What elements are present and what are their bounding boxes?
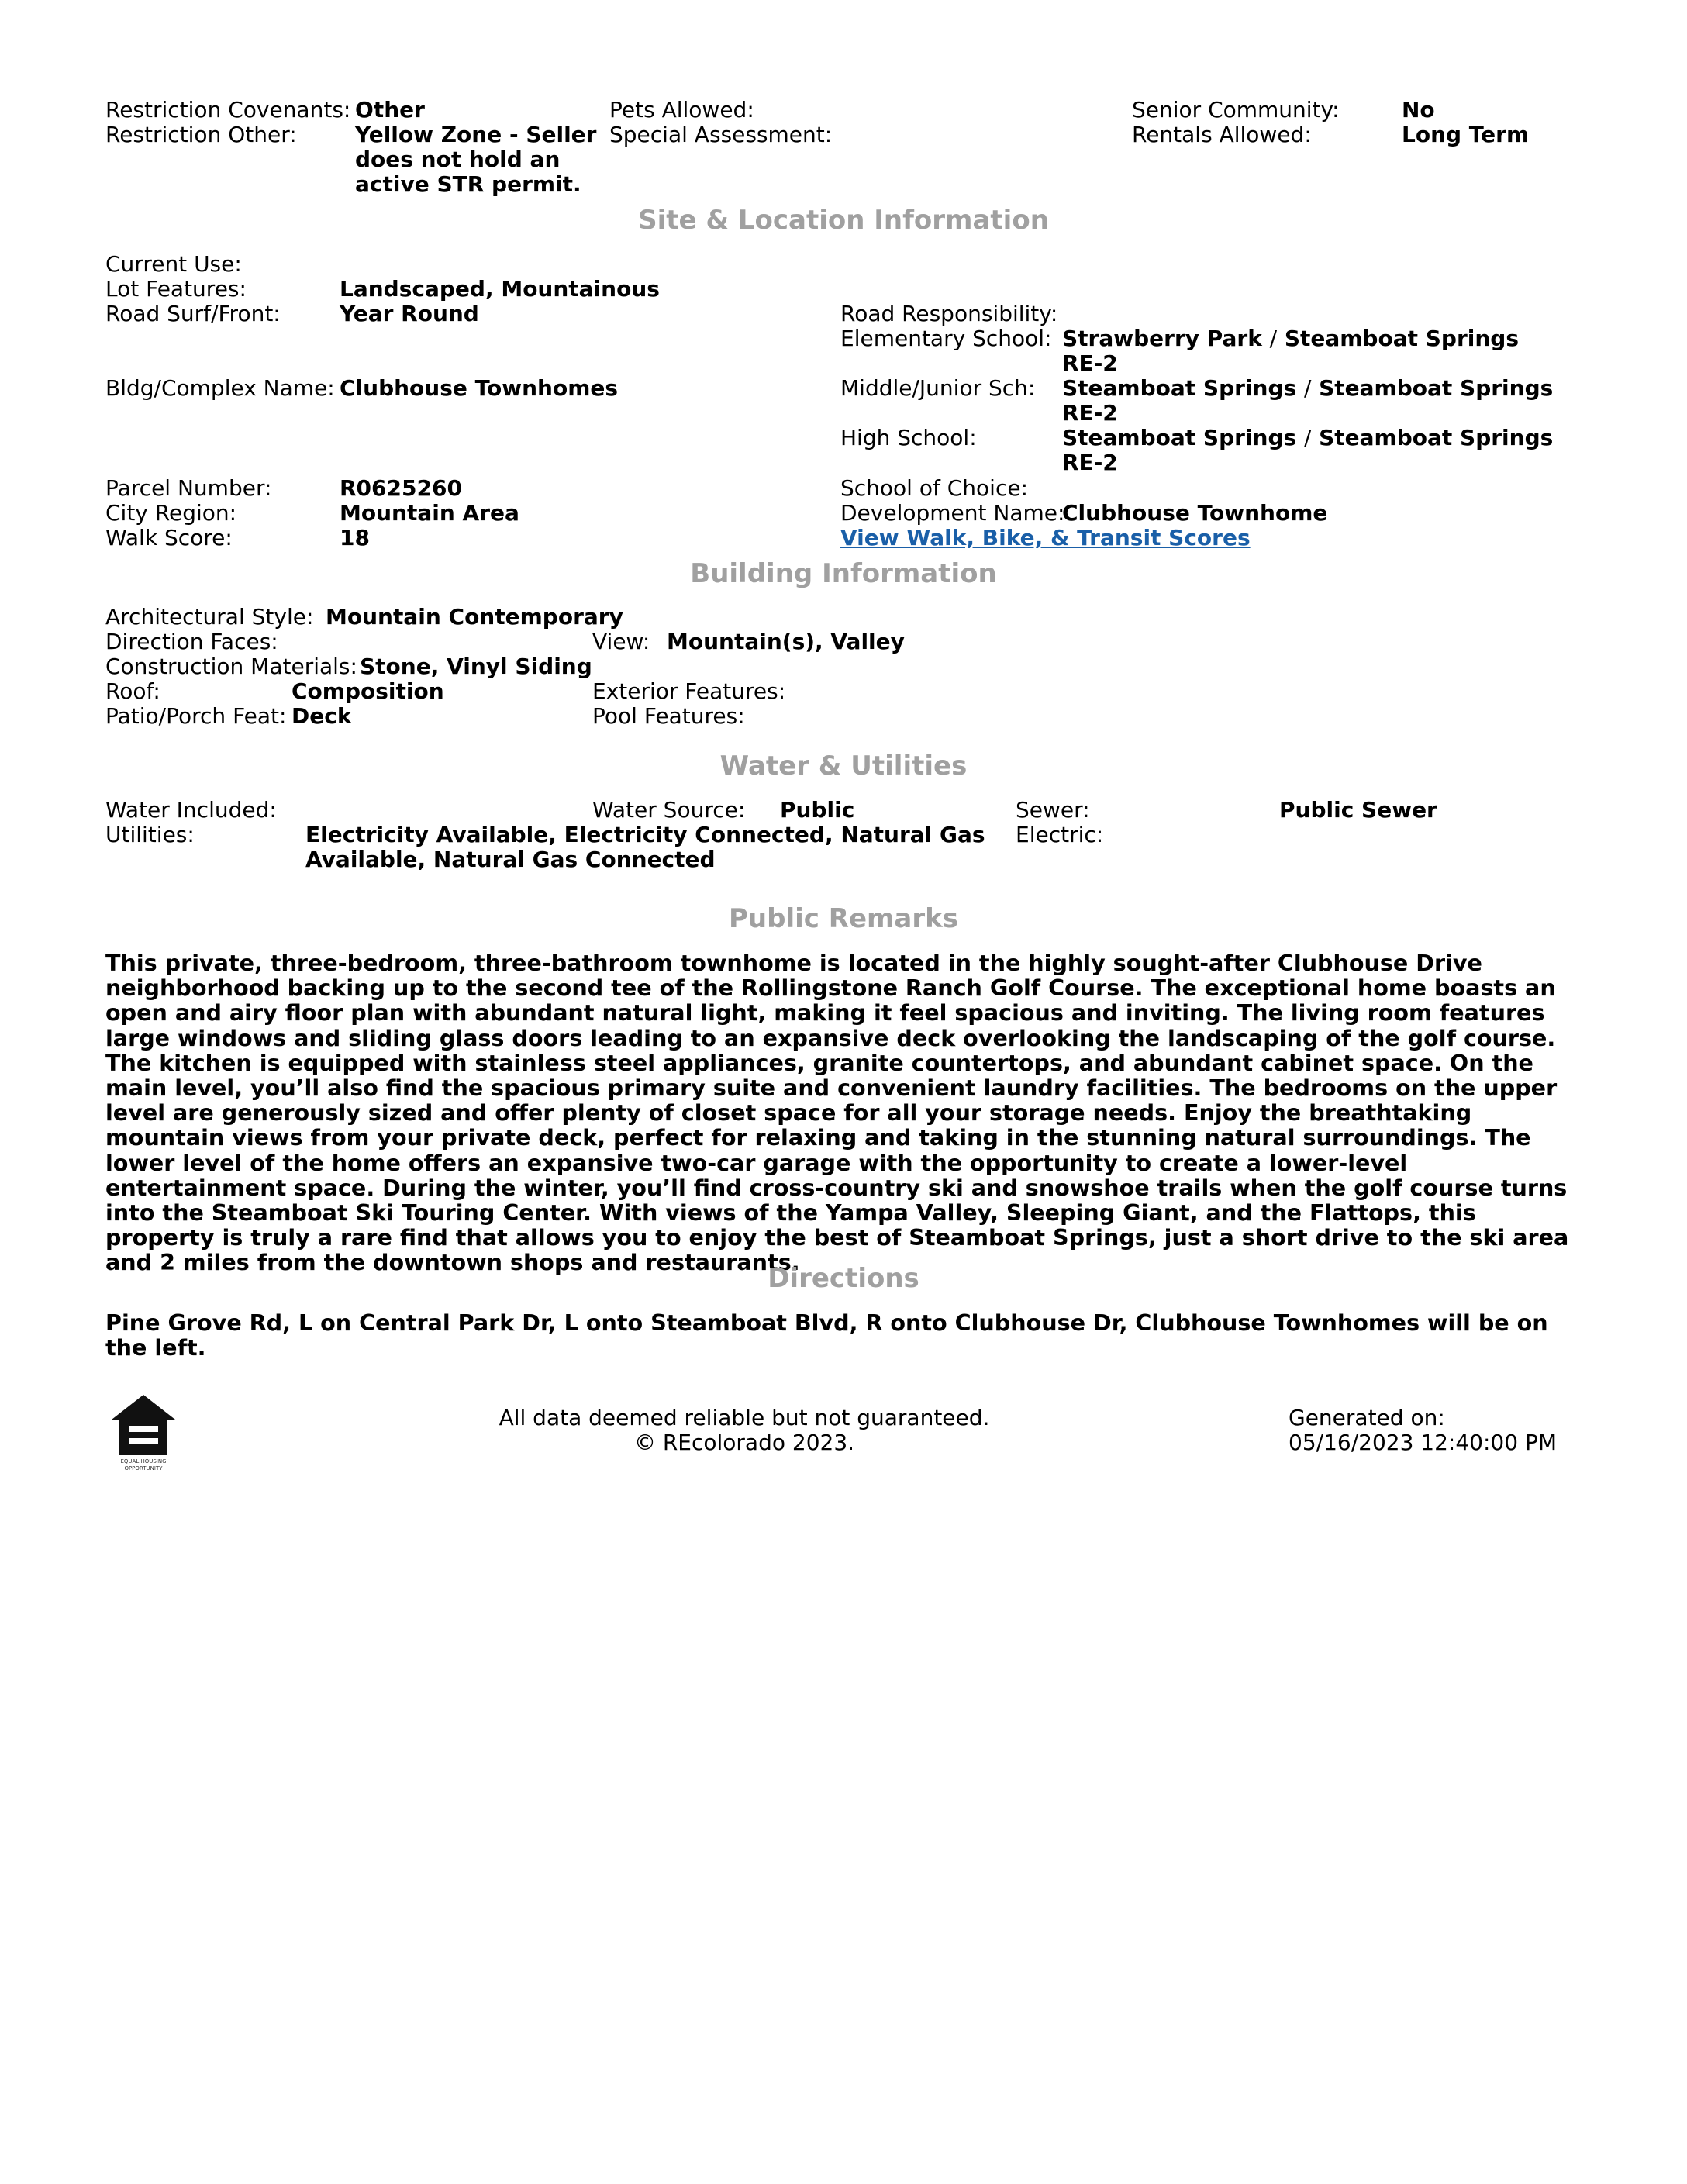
middle-school-label: Middle/Junior Sch: xyxy=(840,375,1036,401)
disclaimer-text: All data deemed reliable but not guaranteed. xyxy=(499,1405,990,1430)
development-name-value: Clubhouse Townhome xyxy=(1062,500,1328,526)
svg-text:OPPORTUNITY: OPPORTUNITY xyxy=(124,1465,163,1472)
city-region-value: Mountain Area xyxy=(340,500,519,526)
city-region-label: City Region: xyxy=(105,500,237,526)
pool-features-label: Pool Features: xyxy=(592,703,745,729)
architectural-style-label: Architectural Style: xyxy=(105,604,314,630)
elementary-school-value xyxy=(1062,326,1566,376)
pets-allowed-label: Pets Allowed: xyxy=(609,97,754,122)
bldg-complex-label: Bldg/Complex Name: xyxy=(105,375,335,401)
sewer-value: Public Sewer xyxy=(1279,797,1437,823)
high-school-value xyxy=(1062,426,1566,475)
development-name-label: Development Name: xyxy=(840,500,1065,526)
elementary-school-name: Strawberry Park xyxy=(1062,326,1262,351)
walk-transit-scores-link[interactable]: View Walk, Bike, & Transit Scores xyxy=(840,525,1251,550)
architectural-style-value: Mountain Contemporary xyxy=(326,604,623,630)
copyright-text: © REcolorado 2023. xyxy=(633,1430,855,1455)
restriction-covenants-label: Restriction Covenants: xyxy=(105,97,351,122)
water-source-value: Public xyxy=(780,797,855,823)
school-separator: / xyxy=(1303,425,1312,450)
view-value: Mountain(s), Valley xyxy=(667,629,905,654)
utilities-label: Utilities: xyxy=(105,822,195,847)
restriction-other-label: Restriction Other: xyxy=(105,122,297,147)
public-remarks-text: This private, three-bedroom, three-bathroom townhome is located in the highly sought-after Clubhouse Drive neighborhood backing up to the second tee of the Rollingstone Ranch Golf Course. The exceptional home boasts an open and airy floor plan with abundant natural light, making it feel spacious and inviting. The living room features large windows and sliding glass doors leading to an expansive deck overlooking the landscaping of the golf course. The kitchen is equipped with stainless steel appliances, granite countertops, and abundant cabinet space. On the main level, you’ll also find the spacious primary suite and convenient laundry facilities. The bedrooms on the upper level are generously sized and offer plenty of closet space for all your storage needs. Enjoy the breathtaking mountain views from your private deck, perfect for relaxing and taking in the stunning natural surroundings. The lower level of the home offers an expansive two-car garage with the opportunity to create a lower-level entertainment space. During the winter, you’ll find cross-country ski and snowshoe trails when the golf course turns into the Steamboat Ski Touring Center. With views of the Yampa Valley, Sleeping Giant, and the Flattops, this property is truly a rare find that allows you to enjoy the best of Steamboat Springs, just a short drive to the ski area and 2 miles from the downtown shops and restaurants. xyxy=(105,950,1569,1276)
building-info-heading: Building Information xyxy=(690,558,997,589)
senior-community-label: Senior Community: xyxy=(1132,97,1340,122)
parcel-number-label: Parcel Number: xyxy=(105,475,272,501)
roof-value: Composition xyxy=(292,678,444,704)
utilities-value: Electricity Available, Electricity Connected, Natural Gas Available, Natural Gas Connected xyxy=(305,822,985,872)
exterior-features-label: Exterior Features: xyxy=(592,678,786,704)
directions-heading: Directions xyxy=(768,1263,919,1294)
walk-score-label: Walk Score: xyxy=(105,525,233,550)
high-school-label: High School: xyxy=(840,425,977,450)
water-included-label: Water Included: xyxy=(105,797,277,823)
special-assessment-label: Special Assessment: xyxy=(609,122,833,147)
generated-on-value: 05/16/2023 12:40:00 PM xyxy=(1289,1430,1557,1455)
road-surf-label: Road Surf/Front: xyxy=(105,301,281,326)
patio-porch-label: Patio/Porch Feat: xyxy=(105,703,287,729)
directions-text: Pine Grove Rd, L on Central Park Dr, L onto Steamboat Blvd, R onto Clubhouse Dr, Clubhouse Townhomes will be on the left. xyxy=(105,1309,1548,1361)
restriction-covenants-value: Other xyxy=(355,97,425,122)
high-school-district: Steamboat Springs RE-2 xyxy=(1062,425,1554,475)
road-responsibility-label: Road Responsibility: xyxy=(840,301,1058,326)
elementary-school-district: Steamboat Springs RE-2 xyxy=(1062,326,1519,376)
high-school-name: Steamboat Springs xyxy=(1062,425,1297,450)
school-separator: / xyxy=(1269,326,1278,351)
water-utilities-heading: Water & Utilities xyxy=(719,750,968,781)
generated-on-label: Generated on: xyxy=(1289,1405,1445,1430)
public-remarks-heading: Public Remarks xyxy=(729,903,958,934)
construction-materials-label: Construction Materials: xyxy=(105,654,357,679)
equal-housing-logo xyxy=(109,1392,178,1475)
walk-score-value: 18 xyxy=(340,525,370,550)
rentals-allowed-label: Rentals Allowed: xyxy=(1132,122,1312,147)
equal-housing-icon xyxy=(109,1392,178,1475)
school-of-choice-label: School of Choice: xyxy=(840,475,1029,501)
middle-school-value xyxy=(1062,376,1566,426)
elementary-school-label: Elementary School: xyxy=(840,326,1052,351)
parcel-number-value: R0625260 xyxy=(340,475,462,501)
bldg-complex-value: Clubhouse Townhomes xyxy=(340,375,619,401)
site-location-heading: Site & Location Information xyxy=(638,205,1049,236)
lot-features-label: Lot Features: xyxy=(105,276,247,302)
sewer-label: Sewer: xyxy=(1016,797,1090,823)
electric-label: Electric: xyxy=(1016,822,1104,847)
patio-porch-value: Deck xyxy=(292,703,352,729)
road-surf-value: Year Round xyxy=(340,301,479,326)
restriction-other-value: Yellow Zone - Seller does not hold an active STR permit. xyxy=(355,122,597,197)
roof-label: Roof: xyxy=(105,678,160,704)
view-label: View: xyxy=(592,629,650,654)
direction-faces-label: Direction Faces: xyxy=(105,629,278,654)
senior-community-value: No xyxy=(1402,97,1435,122)
current-use-label: Current Use: xyxy=(105,251,242,277)
lot-features-value: Landscaped, Mountainous xyxy=(340,276,660,302)
middle-school-name: Steamboat Springs xyxy=(1062,375,1297,401)
construction-materials-value: Stone, Vinyl Siding xyxy=(360,654,592,679)
svg-text:EQUAL HOUSING: EQUAL HOUSING xyxy=(120,1458,167,1465)
rentals-allowed-value: Long Term xyxy=(1402,122,1530,147)
middle-school-district: Steamboat Springs RE-2 xyxy=(1062,375,1554,426)
water-source-label: Water Source: xyxy=(592,797,746,823)
school-separator: / xyxy=(1303,375,1312,401)
